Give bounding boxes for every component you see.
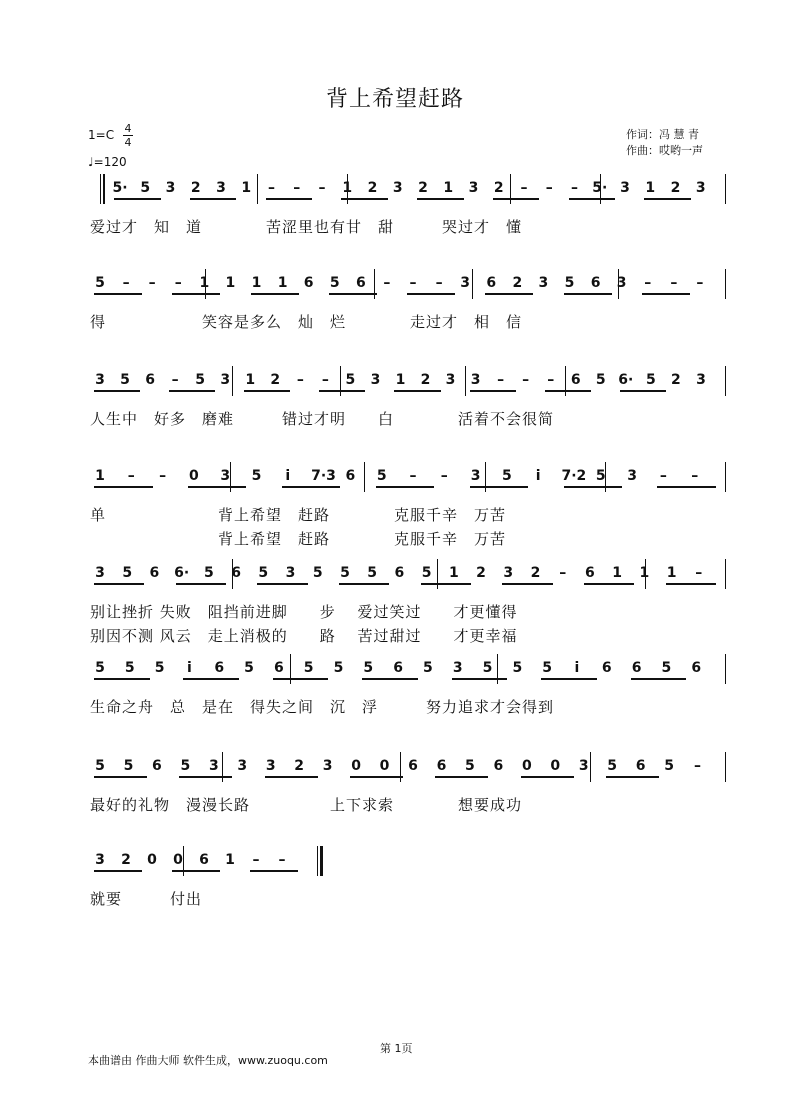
note: 5 — [367, 565, 378, 581]
note: 6 — [145, 372, 155, 388]
note: – — [122, 275, 130, 291]
note: 3 — [208, 758, 219, 774]
note: 1 — [639, 565, 650, 581]
beam — [376, 486, 435, 488]
note: 5 — [564, 275, 575, 291]
note: 5 — [195, 372, 206, 388]
note: 5 — [140, 180, 151, 196]
beam — [188, 486, 247, 488]
note: – — [252, 852, 260, 868]
note: – — [148, 275, 156, 291]
composer-credit: 作曲：哎哟一声 — [626, 144, 703, 157]
beam — [642, 293, 690, 295]
note: – — [497, 372, 505, 388]
note: 6 — [635, 758, 646, 774]
time-signature — [123, 122, 133, 149]
note: 5 — [258, 565, 269, 581]
note: 3 — [285, 565, 296, 581]
note: – — [318, 180, 326, 196]
beam — [341, 198, 388, 200]
barline — [725, 559, 726, 589]
note: 3 — [220, 468, 231, 484]
note: – — [545, 180, 553, 196]
barline — [364, 462, 365, 492]
note: – — [571, 180, 578, 196]
beam — [666, 583, 716, 585]
footer-note: 本曲谱由 作曲大师 软件生成，www.zuoqu.com — [88, 1054, 328, 1067]
time-signature-top: 4 — [124, 122, 132, 135]
note: – — [268, 180, 275, 196]
beam — [114, 198, 161, 200]
note: 1 — [241, 180, 252, 196]
note: 3 — [237, 758, 248, 774]
barline — [725, 752, 726, 782]
note: 5 — [303, 660, 314, 676]
note: 3 — [468, 180, 479, 196]
note: 5· — [112, 180, 128, 196]
note: 1 — [225, 852, 235, 868]
note: 6 — [585, 565, 595, 581]
beam — [421, 583, 471, 585]
lyric-line: 人生中 好多 磨难 错过才明 白 活着不会很简 — [90, 410, 555, 428]
note: 2 — [671, 372, 681, 388]
beam — [470, 486, 529, 488]
lyric-line: 最好的礼物 漫漫长路 上下求索 想要成功 — [90, 796, 523, 814]
beam — [282, 486, 341, 488]
lyric-line: 别因不测 风云 走上消极的 路 苦过甜过 才更幸福 — [90, 627, 518, 645]
note: – — [696, 275, 704, 291]
note: 1 — [443, 180, 454, 196]
barline — [497, 654, 498, 684]
barline — [100, 174, 101, 204]
beam — [169, 390, 215, 392]
note: 6 — [493, 758, 504, 774]
note: – — [659, 468, 667, 484]
note: 3 — [216, 180, 226, 196]
beam — [319, 390, 365, 392]
note: 5 — [482, 660, 493, 676]
note: 3 — [392, 180, 403, 196]
beam — [545, 390, 591, 392]
note: 6 — [631, 660, 642, 676]
note: – — [520, 180, 528, 196]
note: 5 — [95, 758, 105, 774]
note: 2 — [121, 852, 131, 868]
note: i — [285, 468, 291, 484]
lyric-line: 背上希望 赶路 克服千辛 万苦 — [90, 530, 507, 548]
note: 6 — [486, 275, 497, 291]
note: 6· — [618, 372, 634, 388]
beam — [94, 390, 140, 392]
note: – — [293, 180, 301, 196]
note: 6 — [214, 660, 225, 676]
note: 6 — [231, 565, 241, 581]
beam — [502, 583, 552, 585]
note: – — [547, 372, 555, 388]
note: 6· — [174, 565, 190, 581]
beam — [257, 583, 307, 585]
note: 5 — [203, 565, 214, 581]
note: 5 — [542, 660, 553, 676]
time-signature-bottom: 4 — [124, 136, 132, 149]
note: 1 — [251, 275, 262, 291]
note: – — [127, 468, 135, 484]
beam — [94, 486, 153, 488]
tempo-value: =120 — [93, 155, 127, 169]
barline — [257, 174, 258, 204]
barline — [725, 174, 726, 204]
note: 7·2 — [561, 468, 587, 484]
credits — [626, 127, 718, 159]
note: 5 — [345, 372, 356, 388]
barline — [725, 269, 726, 299]
note: – — [440, 468, 448, 484]
note: 6 — [408, 758, 418, 774]
note: 6 — [436, 758, 447, 774]
beam — [644, 198, 691, 200]
note: 2 — [294, 758, 305, 774]
note: 0 — [173, 852, 183, 868]
note: 2 — [512, 275, 523, 291]
note: 1 — [342, 180, 353, 196]
beam — [265, 776, 318, 778]
barline — [465, 366, 466, 396]
beam — [631, 678, 687, 680]
note: 2 — [270, 372, 281, 388]
note: 5 — [120, 372, 130, 388]
note: 5 — [95, 275, 105, 291]
barline — [400, 752, 401, 782]
note: 3 — [460, 275, 471, 291]
note: 1 — [612, 565, 622, 581]
note: 5 — [363, 660, 374, 676]
note: 5 — [154, 660, 165, 676]
note: 1 — [225, 275, 236, 291]
note: 5 — [251, 468, 262, 484]
beam — [94, 870, 142, 872]
final-barline — [320, 846, 323, 876]
beam — [564, 293, 612, 295]
note: – — [171, 372, 179, 388]
note: 3 — [322, 758, 333, 774]
barline — [725, 366, 726, 396]
beam — [362, 678, 418, 680]
tempo-marking — [88, 155, 127, 169]
beam — [190, 198, 237, 200]
note: 1 — [666, 565, 677, 581]
page-title: 背上希望赶路 — [325, 87, 464, 112]
note: 2 — [190, 180, 201, 196]
note: 5 — [646, 372, 656, 388]
note: 3 — [695, 180, 706, 196]
note: – — [670, 275, 678, 291]
note: 2 — [493, 180, 504, 196]
note: 6 — [149, 565, 160, 581]
note: 0 — [550, 758, 561, 774]
note: 6 — [691, 660, 702, 676]
note: 3 — [470, 372, 481, 388]
note: 6 — [590, 275, 601, 291]
note: 6 — [601, 660, 612, 676]
beam — [94, 776, 147, 778]
beam — [176, 583, 226, 585]
note: 2 — [530, 565, 541, 581]
note: – — [435, 275, 443, 291]
beam — [172, 870, 220, 872]
note: 3 — [370, 372, 381, 388]
note: – — [695, 565, 703, 581]
beam — [417, 198, 464, 200]
beam — [244, 390, 290, 392]
barline — [340, 366, 341, 396]
note: 6 — [273, 660, 284, 676]
lyric-line: 爱过才 知 道 苦涩里也有甘 甜 哭过才 懂 — [90, 218, 523, 236]
note: 3 — [95, 565, 105, 581]
note: 3 — [538, 275, 549, 291]
note: 3 — [95, 372, 105, 388]
note: i — [187, 660, 192, 676]
beam — [94, 293, 142, 295]
barline — [725, 462, 726, 492]
beam — [407, 293, 455, 295]
note: 1 — [395, 372, 406, 388]
note: – — [159, 468, 167, 484]
note: 1 — [645, 180, 656, 196]
beam — [470, 390, 516, 392]
note: 5 — [595, 468, 606, 484]
beam — [329, 293, 377, 295]
note: 1 — [199, 275, 210, 291]
note: 5 — [376, 468, 387, 484]
beam — [485, 293, 533, 295]
note: 6 — [355, 275, 366, 291]
note: – — [174, 275, 182, 291]
lyric-line: 生命之舟 总 是在 得失之间 沉 浮 努力追求才会得到 — [90, 698, 555, 716]
note: 5 — [423, 660, 433, 676]
beam — [620, 390, 666, 392]
note: 6 — [393, 660, 403, 676]
note: 5 — [595, 372, 606, 388]
note: 0 — [521, 758, 532, 774]
note: – — [278, 852, 286, 868]
note: 2 — [418, 180, 428, 196]
note: – — [522, 372, 530, 388]
note: 5 — [340, 565, 350, 581]
beam — [606, 776, 659, 778]
note: 5 — [465, 758, 475, 774]
note: 5 — [607, 758, 618, 774]
note: – — [691, 468, 699, 484]
note: 6 — [394, 565, 405, 581]
note: 7·3 — [311, 468, 336, 484]
lyric-line: 别让挫折 失败 阻挡前进脚 步 爱过笑过 才更懂得 — [90, 603, 518, 621]
beam — [394, 390, 440, 392]
note: – — [644, 275, 652, 291]
note: 0 — [351, 758, 361, 774]
beam — [94, 583, 144, 585]
note: 3 — [616, 275, 627, 291]
note: 6 — [570, 372, 581, 388]
note: 5 — [123, 758, 134, 774]
note: 6 — [199, 852, 209, 868]
note: 1 — [277, 275, 288, 291]
barline — [565, 366, 566, 396]
note: 3 — [470, 468, 481, 484]
note: 5· — [592, 180, 608, 196]
barline — [725, 654, 726, 684]
note: 5 — [244, 660, 254, 676]
lyric-line: 就要 付出 — [90, 890, 203, 908]
note: 6 — [303, 275, 314, 291]
note: 6 — [152, 758, 162, 774]
note: 2 — [670, 180, 681, 196]
note: 5 — [180, 758, 191, 774]
note: 5 — [95, 660, 105, 676]
note: 2 — [367, 180, 378, 196]
note: i — [535, 468, 541, 484]
quarter-note-icon: ♩ — [88, 155, 94, 169]
barline — [222, 752, 223, 782]
note: – — [694, 758, 702, 774]
note: 1 — [95, 468, 105, 484]
note: 5 — [124, 660, 135, 676]
note: 0 — [379, 758, 390, 774]
beam — [94, 678, 150, 680]
barline — [317, 846, 318, 876]
note: 3 — [265, 758, 276, 774]
note: 0 — [189, 468, 199, 484]
repeat-barline — [103, 174, 105, 204]
note: 3 — [696, 372, 706, 388]
note: 3 — [165, 180, 176, 196]
note: 3 — [578, 758, 589, 774]
note: 1 — [245, 372, 256, 388]
note: 1 — [448, 565, 459, 581]
beam — [251, 293, 299, 295]
barline — [290, 654, 291, 684]
beam — [541, 678, 597, 680]
lyric-line: 单 背上希望 赶路 克服千辛 万苦 — [90, 506, 507, 524]
page-number: 第 1页 — [380, 1042, 413, 1055]
note: 5 — [661, 660, 672, 676]
beam — [250, 870, 298, 872]
barline — [485, 462, 486, 492]
note: – — [383, 275, 391, 291]
beam — [273, 678, 329, 680]
barline — [510, 174, 511, 204]
note: 3 — [95, 852, 105, 868]
beam — [584, 583, 634, 585]
beam — [350, 776, 403, 778]
barline — [437, 559, 438, 589]
note: 3 — [627, 468, 637, 484]
note: i — [574, 660, 580, 676]
beam — [521, 776, 574, 778]
note: 5 — [312, 565, 323, 581]
note: – — [296, 372, 304, 388]
beam — [569, 198, 616, 200]
note: – — [409, 468, 417, 484]
beam — [452, 678, 508, 680]
note: 3 — [452, 660, 463, 676]
note: 5 — [512, 660, 523, 676]
note: 3 — [620, 180, 630, 196]
beam — [564, 486, 623, 488]
note: 5 — [122, 565, 133, 581]
beam — [435, 776, 488, 778]
note: 5 — [421, 565, 432, 581]
note: 2 — [420, 372, 431, 388]
note: – — [321, 372, 329, 388]
lyric-line: 得 笑容是多么 灿 烂 走过才 相 信 — [90, 313, 523, 331]
beam — [493, 198, 540, 200]
note: – — [409, 275, 417, 291]
note: – — [559, 565, 567, 581]
note: 2 — [476, 565, 486, 581]
beam — [183, 678, 239, 680]
lyricist-credit: 作词：冯 慧 青 — [626, 128, 699, 141]
note: 3 — [503, 565, 514, 581]
beam — [339, 583, 389, 585]
beam — [266, 198, 313, 200]
beam — [179, 776, 232, 778]
note: 5 — [502, 468, 512, 484]
note: 0 — [147, 852, 157, 868]
note: 6 — [345, 468, 356, 484]
beam — [657, 486, 716, 488]
key-signature: 1=C — [88, 128, 115, 142]
note: 5 — [664, 758, 674, 774]
note: 3 — [220, 372, 231, 388]
note: 5 — [333, 660, 344, 676]
note: 5 — [329, 275, 340, 291]
note: 3 — [445, 372, 456, 388]
barline — [374, 269, 375, 299]
beam — [172, 293, 220, 295]
